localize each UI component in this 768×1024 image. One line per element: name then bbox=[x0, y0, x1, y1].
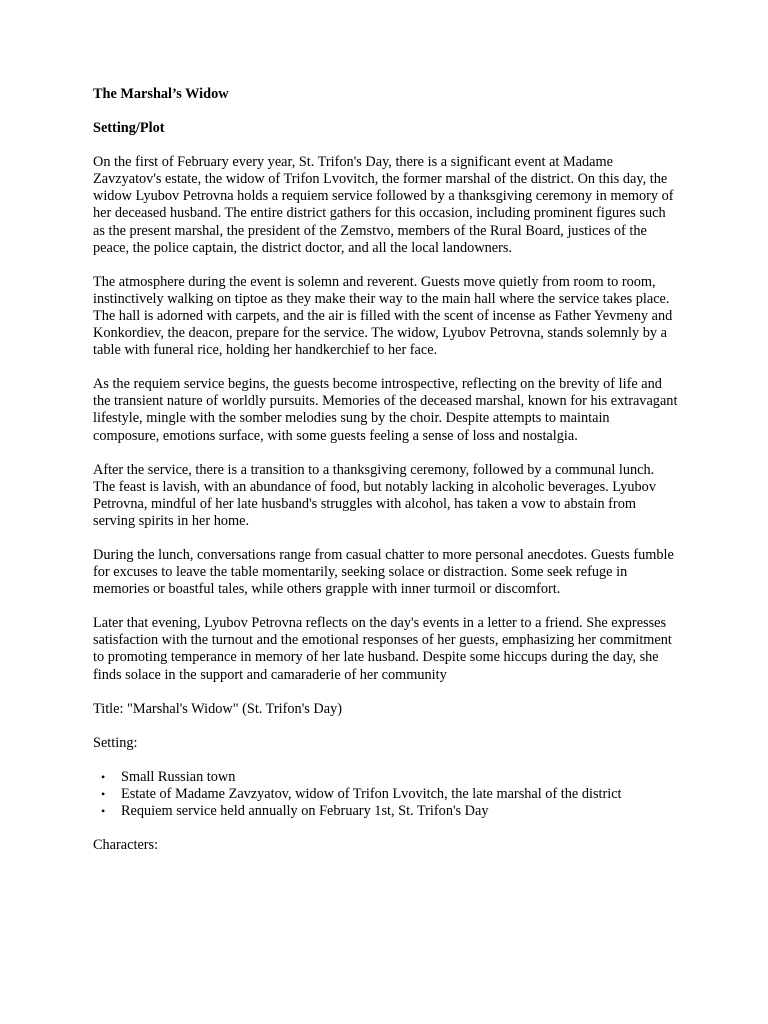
bullet-icon: • bbox=[101, 804, 106, 818]
setting-label: Setting: bbox=[93, 734, 138, 751]
paragraph: The atmosphere during the event is solemn and reverent. Guests move quietly from room to room, instinctively walking on tiptoe as they make their way to the main hall where the service takes place. The hall is adorned with carpets, and the air is filled with the scent of incense as Father Yevmeny and Konkordiev, the deacon, prepare for the service. The widow, Lyubov Petrovna, stands solemnly by a table with funeral rice, holding her handkerchief to her face. bbox=[93, 273, 673, 359]
list-item bbox=[101, 768, 679, 786]
paragraph: During the lunch, conversations range from casual chatter to more personal anecdotes. Guests fumble for excuses to leave the table momentarily, seeking solace or distraction. Some seek refuge in memories or boastful tales, while others grapple with inner turmoil or discomfort. bbox=[93, 546, 674, 598]
document-title: The Marshal’s Widow bbox=[93, 86, 229, 102]
paragraph: As the requiem service begins, the guests become introspective, reflecting on the brevity of life and the transient nature of worldly pursuits. Memories of the deceased marshal, known for his extravagant lifestyle, mingle with the somber melodies sung by the choir. Despite attempts to maintain composure, emotions surface, with some guests feeling a sense of loss and nostalgia. bbox=[93, 376, 678, 444]
list-item-text: Estate of Madame Zavzyatov, widow of Trifon Lvovitch, the late marshal of the district bbox=[121, 785, 622, 802]
document-body bbox=[93, 86, 679, 871]
list-item bbox=[101, 785, 679, 803]
list-item bbox=[101, 803, 679, 820]
characters-label: Characters: bbox=[93, 837, 159, 854]
list-item-text: Requiem service held annually on February 1st, St. Trifon's Day bbox=[121, 803, 489, 819]
bullet-icon: • bbox=[101, 769, 106, 784]
list-item-text: Small Russian town bbox=[121, 768, 236, 785]
paragraph: After the service, there is a transition to a thanksgiving ceremony, followed by a communal lunch. The feast is lavish, with an abundance of food, but notably lacking in alcoholic beverages. Lyubov Petrovna, mindful of her late husband's struggles with alcohol, has taken a vow to abstain from serving spirits in her home. bbox=[93, 461, 656, 529]
section-heading: Setting/Plot bbox=[93, 120, 165, 137]
setting-list bbox=[93, 769, 679, 820]
paragraph: Later that evening, Lyubov Petrovna reflects on the day's events in a letter to a friend. She expresses satisfaction with the turnout and the emotional responses of her guests, emphasizing her commitment to promoting temperance in memory of her late husband. Despite some hiccups during the day, she finds solace in the support and camaraderie of her community bbox=[93, 615, 672, 683]
title-line: Title: "Marshal's Widow" (St. Trifon's Day) bbox=[93, 700, 342, 717]
bullet-icon: • bbox=[101, 786, 106, 801]
paragraph: On the first of February every year, St. Trifon's Day, there is a significant event at Madame Zavzyatov's estate, the widow of Trifon Lvovitch, the former marshal of the district. On this day, the widow Lyubov Petrovna holds a requiem service followed by a thanksgiving ceremony in memory of her deceased husband. The entire district gathers for this occasion, including prominent figures such as the present marshal, the president of the Zemstvo, members of the Rural Board, justices of the peace, the police captain, the district doctor, and all the local landowners. bbox=[93, 154, 674, 256]
